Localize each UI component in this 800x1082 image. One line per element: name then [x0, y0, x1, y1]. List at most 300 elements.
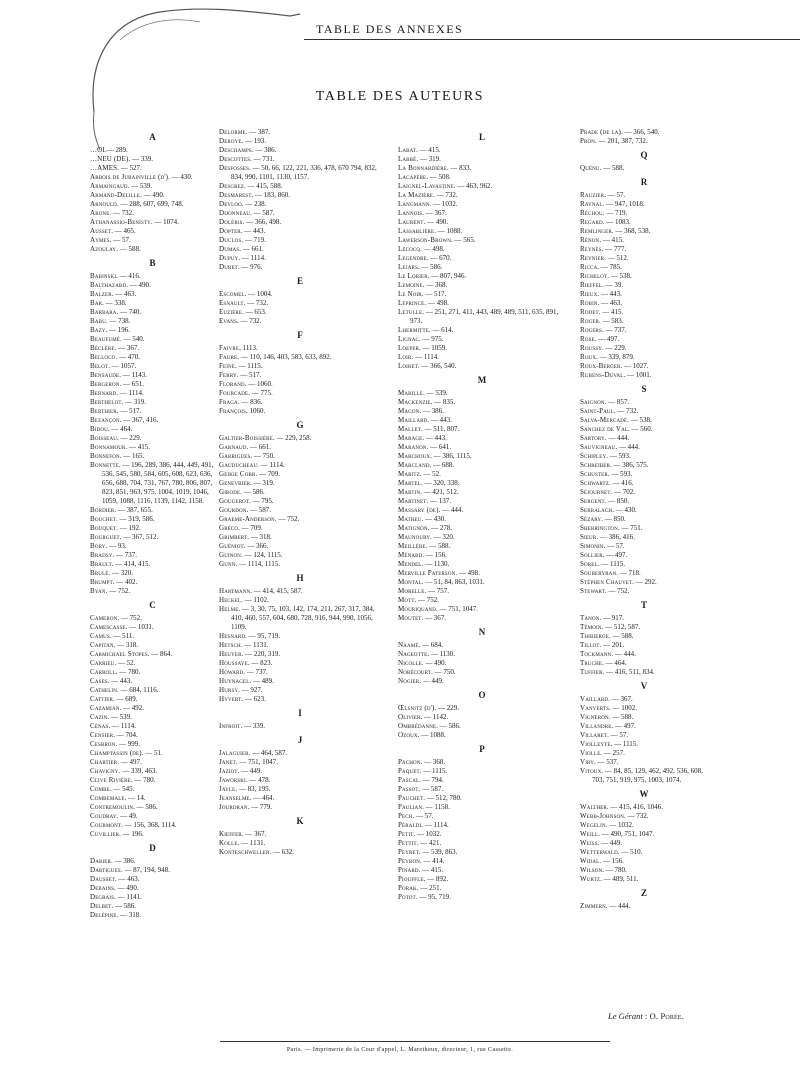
- page-refs: . — 464, 587.: [248, 749, 288, 757]
- author-name: Vigneron: [580, 713, 609, 721]
- index-entry: [580, 452, 708, 461]
- author-name: Remlinger: [580, 227, 612, 235]
- section-letter: I: [298, 708, 302, 718]
- page-refs: . — 588.: [425, 542, 451, 550]
- author-name: Cases: [90, 677, 108, 685]
- index-entry: [219, 299, 381, 308]
- page-refs: . — 443.: [427, 416, 452, 424]
- author-name: Souberyran: [580, 569, 617, 577]
- index-entry: [219, 506, 381, 515]
- page-refs: . — 1002.: [609, 704, 638, 712]
- index-entry: [398, 677, 566, 686]
- page-refs: . — 1057.: [108, 362, 137, 370]
- author-name: Bourguet: [90, 533, 120, 541]
- index-entry: [90, 749, 215, 758]
- page-refs: . — 586.: [417, 263, 443, 271]
- page-refs: . — 588.: [608, 632, 634, 640]
- author-name: Armaingaud: [90, 182, 128, 190]
- page-refs: . — 892.: [423, 875, 449, 883]
- author-name: Laignel-Lavastine: [398, 182, 454, 190]
- index-entry: [219, 128, 381, 137]
- author-name: Esnault: [219, 299, 244, 307]
- author-name: Carrieu: [90, 659, 115, 667]
- author-name: Matignon: [398, 524, 428, 532]
- author-name: Gougerot: [219, 497, 250, 505]
- author-name: Loiret: [398, 362, 418, 370]
- index-entry: [219, 776, 381, 785]
- index-entry: [580, 218, 708, 227]
- author-name: Houssaye: [219, 659, 248, 667]
- author-name: Paulian: [398, 803, 423, 811]
- author-name: Massary (de): [398, 506, 439, 514]
- index-entry: [580, 515, 708, 524]
- page-refs: . — 510.: [617, 848, 643, 856]
- author-name: Widal: [580, 857, 600, 865]
- index-entry: [219, 407, 381, 416]
- page-refs: . — 1059.: [419, 344, 448, 352]
- index-entry: [398, 884, 566, 893]
- page-refs: . — 732.: [243, 299, 269, 307]
- page-refs: . — 320.: [108, 569, 133, 577]
- page-refs: . — 137.: [426, 497, 452, 505]
- index-entry: [219, 353, 381, 362]
- section-letter: F: [297, 330, 303, 340]
- index-entry: [398, 776, 566, 785]
- index-entry: [580, 668, 708, 677]
- author-name: Weill: [580, 830, 599, 838]
- page-refs: . — 751, 1047.: [235, 758, 278, 766]
- author-name: François: [219, 407, 247, 415]
- page-refs: . — 732.: [109, 209, 134, 217]
- author-name: Robin: [580, 299, 598, 307]
- index-entry: [90, 578, 215, 587]
- author-name: Lemoine: [398, 281, 423, 289]
- index-entry: [90, 380, 215, 389]
- index-entry: [90, 551, 215, 560]
- author-name: Azoulay: [90, 245, 117, 253]
- author-name: Guéniot: [219, 542, 244, 550]
- page-refs: . — 492.: [119, 704, 144, 712]
- author-name: Dupuy: [219, 254, 239, 262]
- index-entry: [398, 542, 566, 551]
- index-entry: [90, 902, 215, 911]
- page-refs: . — 512, 780.: [423, 794, 462, 802]
- page-refs: . — 780.: [602, 866, 627, 874]
- author-name: Sieur: [580, 533, 597, 541]
- page-refs: . — 588.: [608, 713, 634, 721]
- page-refs: . — 51.: [141, 749, 163, 757]
- author-name: Champtassin (de): [90, 749, 142, 757]
- index-entry: [580, 281, 708, 290]
- page-refs: . — 651.: [119, 380, 144, 388]
- page-refs: . — 229.: [116, 434, 142, 442]
- author-name: Maritz: [398, 470, 420, 478]
- page-refs: . — 339.: [128, 155, 153, 163]
- author-name: Cuvillier: [90, 830, 120, 838]
- index-entry: [580, 533, 708, 542]
- index-entry: [219, 254, 381, 263]
- index-entry: [90, 812, 215, 821]
- page-refs: . — 1032.: [605, 821, 634, 829]
- index-entry: [580, 479, 708, 488]
- author-name: Belot: [90, 362, 109, 370]
- author-name: Rieffel: [580, 281, 603, 289]
- page-refs: . — 220, 319.: [241, 650, 281, 658]
- author-name: Saignon: [580, 398, 605, 406]
- author-name: Barbara: [90, 308, 117, 316]
- index-entry: [219, 236, 381, 245]
- author-name: Heckel: [219, 596, 242, 604]
- author-name: Matheu: [398, 515, 422, 523]
- page-refs: . — 823.: [247, 659, 273, 667]
- author-name: Delorme: [219, 128, 246, 136]
- author-name: Degrais: [90, 893, 115, 901]
- index-entry: [219, 533, 381, 542]
- section-letter: R: [640, 177, 648, 187]
- page-refs: . — 917.: [599, 614, 624, 622]
- author-name: Œlsnitz (d'): [398, 704, 435, 712]
- author-name: Lignac: [398, 335, 420, 343]
- index-entry: [398, 551, 566, 560]
- page-refs: . — 794.: [419, 776, 444, 784]
- index-entry: [398, 146, 566, 155]
- section-letter: S: [641, 384, 647, 394]
- index-entry: [398, 299, 566, 308]
- page-refs: . — 587.: [418, 785, 444, 793]
- page-refs: . — 415.: [125, 443, 150, 451]
- author-name: Lacapère: [398, 173, 427, 181]
- index-entry: [219, 605, 381, 632]
- index-entry: [398, 281, 566, 290]
- index-entry: [580, 506, 708, 515]
- page-refs: . — 57.: [603, 542, 625, 550]
- page-refs: . — 539, 863.: [418, 848, 458, 856]
- page-refs: . — 387, 655.: [114, 506, 153, 514]
- page-refs: . — 421.: [416, 839, 442, 847]
- page-refs: . — 1142.: [420, 713, 449, 721]
- index-entry: [398, 893, 566, 902]
- author-name: Truche: [580, 659, 603, 667]
- page-refs: . — 368.: [420, 758, 446, 766]
- page-refs: . — 1143.: [119, 371, 147, 379]
- author-name: Florand: [219, 380, 245, 388]
- page-refs: . — 57.: [607, 731, 629, 739]
- index-entry: [580, 641, 708, 650]
- page-refs: . — 415.: [418, 866, 444, 874]
- index-entry: [219, 182, 381, 191]
- page-refs: . — 1115.: [235, 362, 263, 370]
- page-refs: . — 1074.: [150, 218, 179, 226]
- page-refs: . — 1088.: [434, 227, 463, 235]
- author-name: Mallet: [398, 425, 421, 433]
- author-name: Bouchet: [90, 515, 116, 523]
- page-refs: . — 93.: [105, 542, 127, 550]
- page-refs: . — 593.: [606, 452, 631, 460]
- page-refs: . — 684.: [418, 641, 444, 649]
- page-refs: . — 196.: [105, 326, 131, 334]
- page-refs: . — 416.: [116, 272, 141, 280]
- page-refs: . — 737.: [112, 551, 138, 559]
- author-name: Séjournet: [580, 488, 611, 496]
- page-refs: . — 50, 66, 122, 221, 336, 478, 670 794, 832, 834, 990, 1101, 1130, 1157.: [231, 164, 377, 181]
- index-entry: [580, 407, 708, 416]
- author-name: Sartory: [580, 434, 605, 442]
- index-entry: [398, 668, 566, 677]
- page-refs: . — 367.: [608, 695, 633, 703]
- author-name: Mabille: [398, 389, 424, 397]
- page-refs: . — 719.: [241, 236, 266, 244]
- author-name: Arone: [90, 209, 110, 217]
- page-refs: . — 415.: [598, 308, 624, 316]
- index-entry: [580, 326, 708, 335]
- index-entry: [580, 371, 708, 380]
- index-entry: [219, 794, 381, 803]
- author-name: Nageotte: [398, 650, 428, 658]
- author-name: Beaufumé: [90, 335, 121, 343]
- author-name: Chavigny: [90, 767, 119, 775]
- author-name: Ausset: [90, 227, 112, 235]
- section-letter: O: [478, 690, 486, 700]
- author-name: Salva-Mercadé: [580, 416, 628, 424]
- index-entry: [219, 758, 381, 767]
- index-entry: [90, 911, 215, 920]
- page-title: TABLE DES AUTEURS: [315, 89, 485, 104]
- page-refs: . — 752.: [274, 515, 300, 523]
- index-column-3: [398, 128, 566, 902]
- page-refs: . — 95, 719.: [415, 893, 451, 901]
- index-entry: [580, 659, 708, 668]
- page-refs: . — 415, 416, 1046.: [606, 803, 663, 811]
- author-name: Debains: [90, 884, 115, 892]
- page-refs: . — 593.: [607, 470, 633, 478]
- index-entry: [580, 227, 708, 236]
- section-letter: C: [149, 600, 156, 610]
- index-entry: [90, 434, 215, 443]
- author-name: Lawerson-Brown: [398, 236, 451, 244]
- index-entry: [398, 488, 566, 497]
- index-entry: [219, 290, 381, 299]
- index-entry: [90, 803, 215, 812]
- index-entry: [90, 326, 215, 335]
- author-name: Bonnefon: [90, 452, 120, 460]
- page-refs: . — 737.: [243, 668, 268, 676]
- signature-label: Le Gérant: [608, 1011, 643, 1021]
- page-refs: . — 498.: [455, 569, 480, 577]
- author-name: …AMES: [90, 164, 118, 172]
- author-name: Kolle: [219, 839, 238, 847]
- index-entry: [90, 776, 215, 785]
- section-letter: J: [297, 735, 303, 745]
- index-entry: [219, 443, 381, 452]
- index-entry: [398, 209, 566, 218]
- index-entry: [90, 389, 215, 398]
- index-entry: [398, 758, 566, 767]
- index-entry: [580, 137, 708, 146]
- section-letter: Z: [640, 888, 647, 898]
- page-refs: . — 156, 368, 1114.: [121, 821, 177, 829]
- index-entry: [398, 326, 566, 335]
- author-name: Balzer: [90, 290, 112, 298]
- index-entry: [398, 830, 566, 839]
- author-name: Roger: [580, 317, 600, 325]
- author-name: Camus: [90, 632, 110, 640]
- index-entry: [580, 209, 708, 218]
- page-refs: . — 517.: [236, 371, 262, 379]
- page-refs: . — 947, 1018.: [602, 200, 645, 208]
- section-letter: T: [640, 600, 647, 610]
- page-refs: . — 386.: [419, 407, 444, 415]
- index-entry: [90, 830, 215, 839]
- page-refs: . — 318.: [116, 911, 142, 919]
- author-name: Garrigues: [219, 452, 251, 460]
- index-entry: [90, 362, 215, 371]
- page-refs: . — 444.: [605, 902, 631, 910]
- author-name: Roussy: [580, 344, 602, 352]
- author-name: Bensaude: [90, 371, 120, 379]
- author-name: Rodet: [580, 308, 599, 316]
- index-entry: [580, 839, 708, 848]
- index-entry: [398, 254, 566, 263]
- index-entry: [90, 524, 215, 533]
- page-refs: . — 850.: [604, 497, 630, 505]
- index-entry: [580, 650, 708, 659]
- index-entry: [580, 830, 708, 839]
- author-name: Mackenzie: [398, 398, 431, 406]
- index-entry: [398, 569, 566, 578]
- index-entry: [580, 704, 708, 713]
- page-refs: . — 1060.: [244, 380, 273, 388]
- page-refs: . — 587.: [250, 209, 275, 217]
- index-entry: [90, 308, 215, 317]
- index-entry: [398, 731, 566, 740]
- page-refs: . — 443.: [422, 434, 447, 442]
- author-name: Courmont: [90, 821, 122, 829]
- author-name: Magon: [398, 407, 420, 415]
- index-entry: [398, 875, 566, 884]
- index-entry: [90, 146, 215, 155]
- author-name: Hursy: [219, 686, 239, 694]
- author-name: Langmann: [398, 200, 430, 208]
- author-name: Ricca: [580, 263, 598, 271]
- page-refs: . — 490, 751, 1047.: [598, 830, 655, 838]
- author-name: Feine: [219, 362, 236, 370]
- author-name: Hyvert: [219, 695, 242, 703]
- author-name: Pascal: [398, 776, 420, 784]
- index-column-1: [90, 128, 215, 920]
- page-refs: . — 795.: [249, 497, 274, 505]
- page-refs: . — 444.: [438, 506, 464, 514]
- author-name: Arnould: [90, 200, 117, 208]
- page-refs: . — 689.: [112, 695, 138, 703]
- author-name: Bar: [90, 299, 103, 307]
- page-refs: , 1113.: [239, 344, 258, 352]
- author-name: Bradsy: [90, 551, 113, 559]
- index-entry: [580, 128, 708, 137]
- index-entry: [90, 506, 215, 515]
- page-refs: . — 586.: [111, 902, 137, 910]
- page-refs: . — 464.: [602, 659, 627, 667]
- author-name: Nicolle: [398, 659, 422, 667]
- page-refs: . — 339.: [240, 722, 265, 730]
- index-entry: [398, 218, 566, 227]
- index-entry: [398, 767, 566, 776]
- page-refs: . — 366, 498.: [242, 218, 282, 226]
- page-refs: . — 927.: [238, 686, 263, 694]
- index-entry: [580, 236, 708, 245]
- index-entry: [398, 794, 566, 803]
- index-entry: [219, 749, 381, 758]
- page-refs: . — 1114.: [116, 389, 144, 397]
- index-entry: [219, 677, 381, 686]
- page-refs: . — 39.: [602, 281, 624, 289]
- page-refs: . — 709.: [255, 470, 280, 478]
- page-refs: . — 757.: [424, 587, 449, 595]
- index-entry: [580, 812, 708, 821]
- page-refs: . — 1004.: [244, 290, 273, 298]
- author-name: Martin: [398, 488, 421, 496]
- index-entry: [90, 740, 215, 749]
- author-name: Leprince: [398, 299, 425, 307]
- author-name: Dumas: [219, 245, 240, 253]
- page-refs: . — 653.: [242, 308, 267, 316]
- page-refs: . — 704.: [113, 731, 138, 739]
- index-entry: [90, 569, 215, 578]
- index-entry: [90, 443, 215, 452]
- author-name: Réchou: [580, 209, 603, 217]
- page-refs: . — 702.: [610, 488, 636, 496]
- page-refs: . — 1114.: [421, 821, 449, 829]
- index-entry: [219, 209, 381, 218]
- index-entry: [398, 587, 566, 596]
- author-name: Ferry: [219, 371, 237, 379]
- page-refs: . — 465.: [111, 227, 136, 235]
- author-name: Rieux: [580, 290, 598, 298]
- index-entry: [398, 560, 566, 569]
- index-entry: [398, 704, 566, 713]
- page-refs: . — 752.: [414, 596, 440, 604]
- page-refs: . — 183, 860.: [251, 191, 291, 199]
- page-refs: . — 470.: [115, 353, 140, 361]
- index-entry: [90, 623, 215, 632]
- index-entry: [90, 209, 215, 218]
- page-refs: . — 196.: [119, 830, 144, 838]
- author-name: Garnaud: [219, 443, 247, 451]
- author-name: Merville Paterson: [398, 569, 456, 577]
- index-entry: [219, 479, 381, 488]
- author-name: …NEU (DE): [90, 155, 129, 163]
- author-name: Piouffle: [398, 875, 424, 883]
- author-name: Desgrez: [219, 182, 244, 190]
- index-entry: [580, 317, 708, 326]
- page-refs: . — 449.: [419, 677, 444, 685]
- author-name: Naamé: [398, 641, 419, 649]
- index-entry: [90, 335, 215, 344]
- index-entry: [580, 308, 708, 317]
- author-name: Konteschweller: [219, 848, 270, 856]
- page-refs: . — 430.: [421, 515, 447, 523]
- page-refs: . — 367.: [422, 209, 447, 217]
- page-refs: . — 288, 607, 699, 748.: [116, 200, 184, 208]
- page-refs: . — 497.: [117, 758, 142, 766]
- page-refs: . — 527.: [117, 164, 142, 172]
- index-entry: [90, 281, 215, 290]
- page-refs: . — 752.: [604, 587, 630, 595]
- index-entry: [90, 200, 215, 209]
- index-entry: [580, 866, 708, 875]
- index-entry: [90, 659, 215, 668]
- index-entry: [398, 650, 566, 659]
- page-refs: . — 368, 538.: [611, 227, 651, 235]
